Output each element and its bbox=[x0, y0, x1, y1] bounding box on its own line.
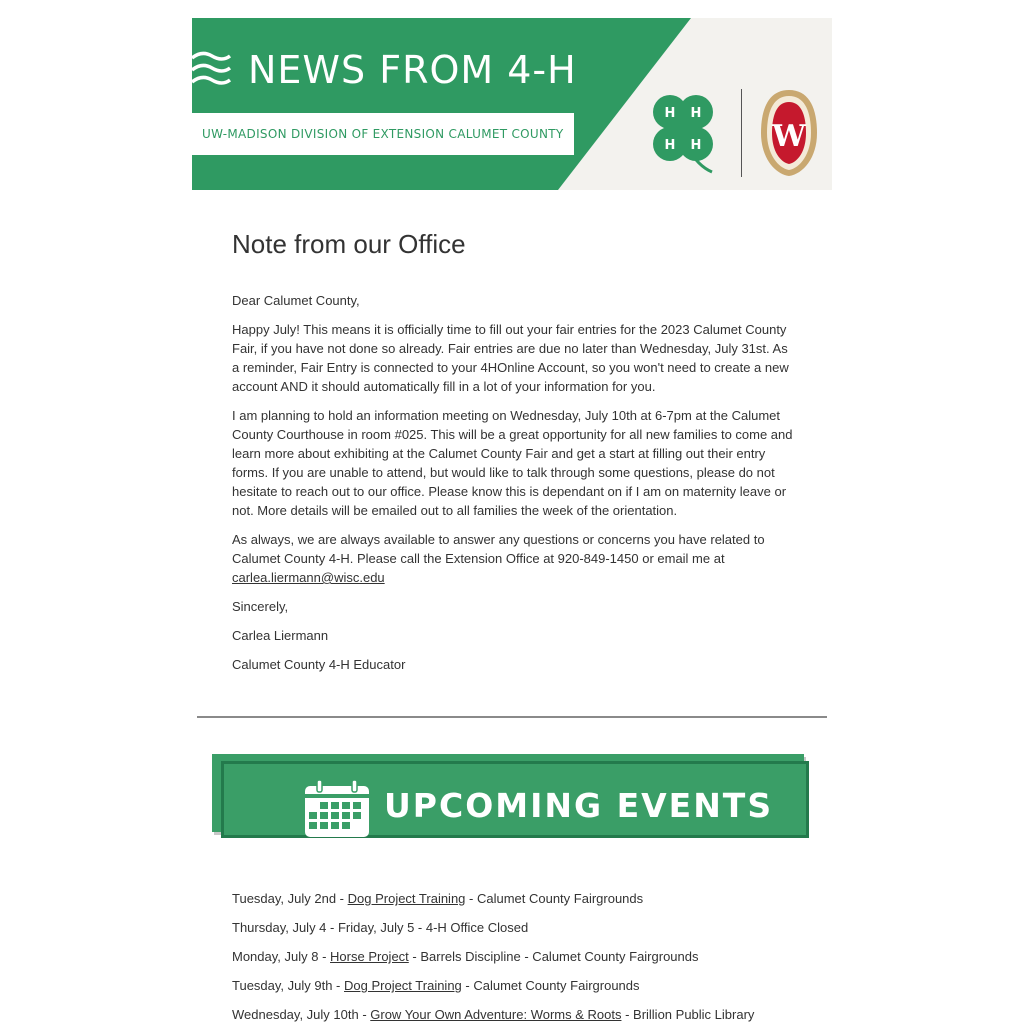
svg-text:H: H bbox=[664, 106, 676, 121]
calendar-icon bbox=[304, 780, 370, 838]
event-link[interactable]: Horse Project bbox=[330, 949, 409, 964]
upcoming-events-title: UPCOMING EVENTS bbox=[384, 786, 774, 825]
svg-text:H: H bbox=[690, 106, 702, 121]
newsletter-subtitle: UW-MADISON DIVISION OF EXTENSION CALUMET COUNTY bbox=[202, 127, 564, 141]
event-item: Tuesday, July 9th - Dog Project Training - Calumet County Fairgrounds bbox=[232, 978, 640, 993]
logo-divider bbox=[741, 89, 742, 177]
paragraph-fair-entries: Happy July! This means it is officially time to fill out your fair entries for the 2023 Calumet County Fair, if you have not done so already. Fair entries are due no later than Wednesday, July 31st. As a reminder, Fair Entry is connected to your 4HOnline Account, so you won't need to create a new account AND it should automatically fill in a lot of your information for you. bbox=[232, 322, 789, 394]
event-item: Tuesday, July 2nd - Dog Project Training - Calumet County Fairgrounds bbox=[232, 891, 644, 906]
svg-text:W: W bbox=[772, 119, 806, 154]
events-list bbox=[232, 889, 794, 1034]
banner-background bbox=[192, 18, 832, 190]
wave-icon bbox=[192, 50, 232, 92]
event-link[interactable]: Grow Your Own Adventure: Worms & Roots bbox=[370, 1007, 622, 1022]
events-banner-front bbox=[221, 761, 809, 838]
paragraph-info-meeting: I am planning to hold an information meeting on Wednesday, July 10th at 6-7pm at the Calumet County Courthouse in room #025. This will be a great opportunity for all new families to come and learn more about exhibiting at the Calumet County Fair and get a start at filling out their entry forms. If you are unable to attend, but would like to talk through some questions, please do not hesitate to reach out to our office. Please know this is dependant on if I am on maternity leave or not. More details will be emailed out to all families the week of the orientation. bbox=[232, 408, 793, 518]
greeting: Dear Calumet County, bbox=[232, 293, 360, 308]
note-heading: Note from our Office bbox=[232, 229, 466, 259]
4h-clover-icon bbox=[640, 88, 732, 180]
event-link[interactable]: Dog Project Training bbox=[347, 891, 466, 906]
upcoming-events-banner bbox=[212, 754, 816, 844]
svg-text:H: H bbox=[664, 138, 676, 153]
closing: Sincerely, bbox=[232, 599, 289, 614]
newsletter-title: NEWS FROM 4-H bbox=[248, 48, 577, 92]
event-item: Thursday, July 4 - Friday, July 5 - 4-H Office Closed bbox=[232, 920, 529, 935]
event-link[interactable]: Dog Project Training bbox=[344, 978, 462, 993]
event-item: Monday, July 8 - Horse Project - Barrels Discipline - Calumet County Fairgrounds bbox=[232, 949, 699, 964]
uw-crest-icon bbox=[759, 88, 819, 178]
section-divider bbox=[197, 716, 827, 718]
subtitle-box bbox=[192, 113, 574, 155]
svg-text:H: H bbox=[690, 138, 702, 153]
header-banner bbox=[192, 18, 832, 190]
event-item: Wednesday, July 10th - Grow Your Own Adventure: Worms & Roots - Brillion Public Library bbox=[232, 1007, 755, 1022]
email-link[interactable]: carlea.liermann@wisc.edu bbox=[232, 570, 385, 585]
contact-text: As always, we are always available to answer any questions or concerns you have related to Calumet County 4-H. Please call the Extension Office at 920-849-1450 or email me at bbox=[232, 532, 765, 566]
signature-title: Calumet County 4-H Educator bbox=[232, 657, 406, 672]
paragraph-contact bbox=[232, 530, 794, 587]
signature-name: Carlea Liermann bbox=[232, 628, 329, 643]
note-body bbox=[232, 291, 794, 684]
